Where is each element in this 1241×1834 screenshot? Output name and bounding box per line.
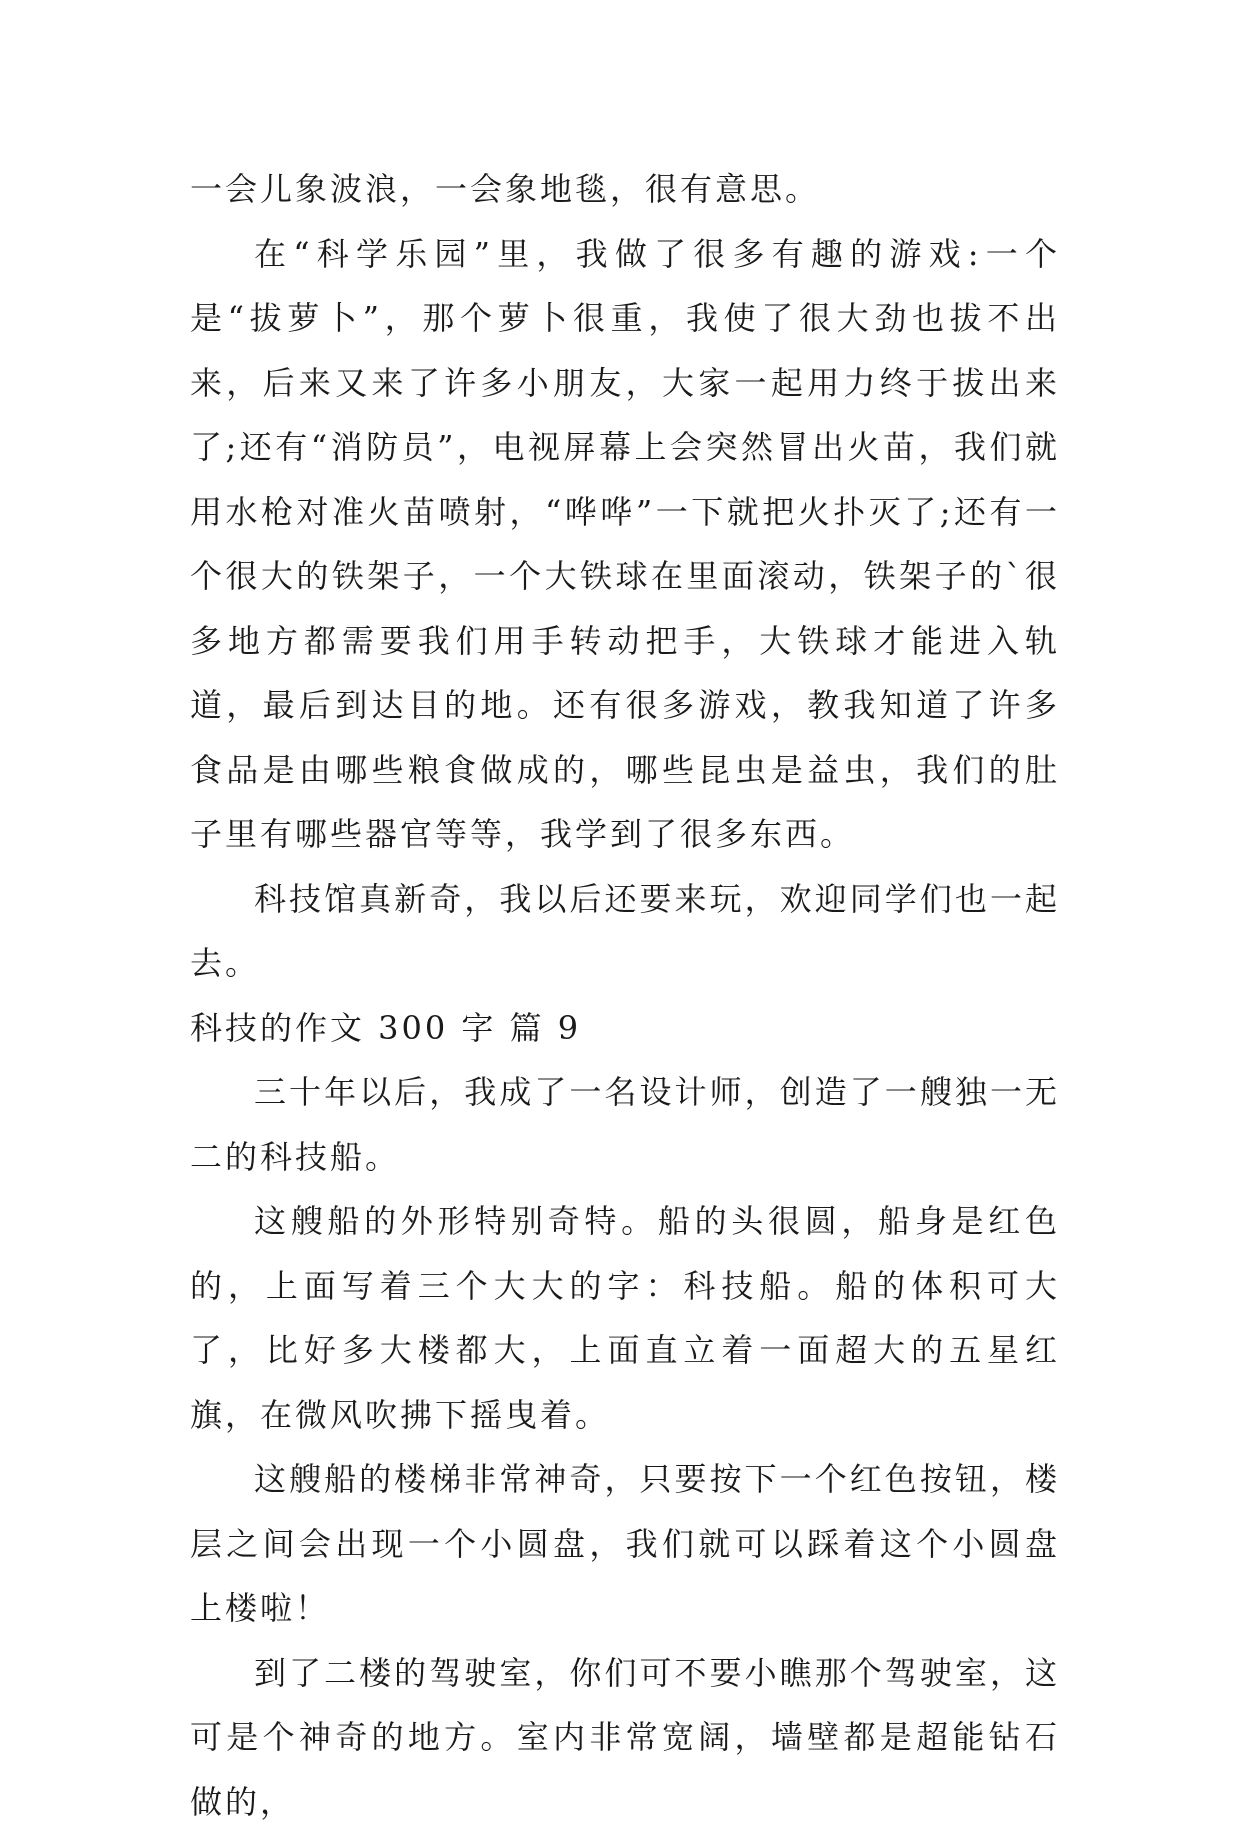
paragraph-ship-stairs: 这艘船的楼梯非常神奇，只要按下一个红色按钮，楼层之间会出现一个小圆盘，我们就可以踩着这个小圆盘上楼啦！ xyxy=(190,1447,1060,1641)
paragraph-conclusion: 科技馆真新奇，我以后还要来玩，欢迎同学们也一起去。 xyxy=(190,867,1060,996)
paragraph-continuation: 一会儿象波浪，一会象地毯，很有意思。 xyxy=(190,157,1060,222)
paragraph-ship-appearance: 这艘船的外形特别奇特。船的头很圆，船身是红色的，上面写着三个大大的字：科技船。船的体积可大了，比好多大楼都大，上面直立着一面超大的五星红旗，在微风吹拂下摇曳着。 xyxy=(190,1189,1060,1447)
document-body xyxy=(190,157,1060,1834)
paragraph-science-park: 在“科学乐园”里，我做了很多有趣的游戏:一个是“拔萝卜”，那个萝卜很重，我使了很大劲也拔不出来，后来又来了许多小朋友，大家一起用力终于拔出来了;还有“消防员”，电视屏幕上会突然冒出火苗，我们就用水枪对准火苗喷射，“哗哗”一下就把火扑灭了;还有一个很大的铁架子，一个大铁球在里面滚动，铁架子的`很多地方都需要我们用手转动把手，大铁球才能进入轨道，最后到达目的地。还有很多游戏，教我知道了许多食品是由哪些粮食做成的，哪些昆虫是益虫，我们的肚子里有哪些器官等等，我学到了很多东西。 xyxy=(190,222,1060,867)
paragraph-cockpit: 到了二楼的驾驶室，你们可不要小瞧那个驾驶室，这可是个神奇的地方。室内非常宽阔，墙壁都是超能钻石做的， xyxy=(190,1641,1060,1834)
essay-heading: 科技的作文 300 字 篇 9 xyxy=(190,996,1060,1061)
paragraph-intro: 三十年以后，我成了一名设计师，创造了一艘独一无二的科技船。 xyxy=(190,1060,1060,1189)
